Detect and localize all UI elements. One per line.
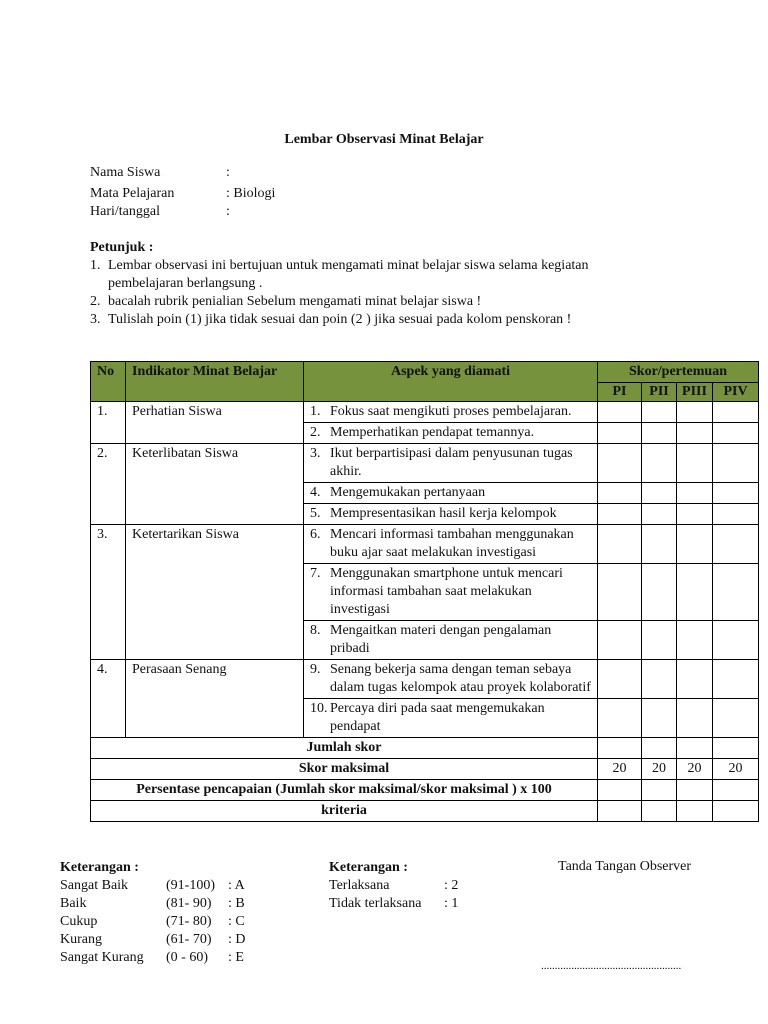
aspek-text: Mengaitkan materi dengan pengalaman pribadi	[330, 623, 552, 656]
score-cell[interactable]	[598, 780, 642, 801]
signature-line[interactable]: ...................................................	[541, 960, 682, 972]
keterangan-2-label: Terlaksana	[329, 878, 390, 893]
header-aspek: Aspek yang diamati	[304, 362, 598, 402]
row-no: 3.	[91, 525, 126, 660]
keterangan-range: (61- 70)	[166, 932, 212, 947]
keterangan-label: Sangat Kurang	[60, 950, 144, 965]
score-cell[interactable]	[713, 423, 759, 444]
score-cell[interactable]	[713, 738, 759, 759]
header-indikator: Indikator Minat Belajar	[126, 362, 304, 402]
aspek-cell	[304, 423, 598, 444]
header-piii: PIII	[677, 383, 713, 402]
skor-maksimal-pii: 20	[642, 759, 677, 780]
aspek-text: Mengemukakan pertanyaan	[330, 485, 486, 500]
score-cell[interactable]	[677, 525, 713, 564]
skor-maksimal-piv: 20	[713, 759, 759, 780]
keterangan-label: Baik	[60, 896, 87, 911]
score-cell[interactable]	[642, 564, 677, 621]
score-cell[interactable]	[677, 504, 713, 525]
aspek-num: 5.	[310, 506, 321, 521]
aspek-cell	[304, 483, 598, 504]
score-cell[interactable]	[677, 444, 713, 483]
row-indikator: Ketertarikan Siswa	[126, 525, 304, 660]
header-no: No	[91, 362, 126, 402]
petunjuk-heading: Petunjuk :	[90, 240, 154, 255]
info-label-nama: Nama Siswa	[90, 165, 161, 180]
petunjuk-text-1b: pembelajaran berlangsung .	[108, 276, 263, 291]
page-title: Lembar Observasi Minat Belajar	[284, 132, 484, 147]
aspek-text: Ikut berpartisipasi dalam penyusunan tugas akhir.	[330, 446, 573, 479]
aspek-cell	[304, 699, 598, 738]
row-indikator: Keterlibatan Siswa	[126, 444, 304, 525]
score-cell[interactable]	[598, 423, 642, 444]
aspek-text: Fokus saat mengikuti proses pembelajaran.	[330, 404, 572, 419]
petunjuk-text-3: Tulislah poin (1) jika tidak sesuai dan poin (2 ) jika sesuai pada kolom penskoran !	[108, 312, 572, 327]
score-cell[interactable]	[642, 444, 677, 483]
keterangan-range: (91-100)	[166, 878, 215, 893]
score-cell[interactable]	[642, 660, 677, 699]
score-cell[interactable]	[677, 801, 713, 822]
keterangan-grade: : A	[228, 878, 245, 893]
persentase-label: Persentase pencapaian (Jumlah skor maksimal/skor maksimal ) x 100	[91, 780, 598, 801]
row-no: 4.	[91, 660, 126, 738]
score-cell[interactable]	[677, 738, 713, 759]
keterangan-range: (71- 80)	[166, 914, 212, 929]
score-cell[interactable]	[713, 483, 759, 504]
score-cell[interactable]	[677, 423, 713, 444]
score-cell[interactable]	[642, 504, 677, 525]
aspek-num: 6.	[310, 527, 321, 542]
header-pi: PI	[598, 383, 642, 402]
score-cell[interactable]	[598, 504, 642, 525]
score-cell[interactable]	[642, 402, 677, 423]
score-cell[interactable]	[598, 525, 642, 564]
aspek-cell	[304, 525, 598, 564]
aspek-cell	[304, 504, 598, 525]
signature-label: Tanda Tangan Observer	[558, 859, 692, 874]
score-cell[interactable]	[642, 483, 677, 504]
score-cell[interactable]	[713, 699, 759, 738]
score-cell[interactable]	[598, 402, 642, 423]
score-cell[interactable]	[713, 660, 759, 699]
petunjuk-text-2: bacalah rubrik penialian Sebelum mengamati minat belajar siswa !	[108, 294, 482, 309]
kriteria-label: kriteria	[91, 801, 598, 822]
table-row	[91, 402, 759, 423]
score-cell[interactable]	[713, 525, 759, 564]
score-cell[interactable]	[713, 801, 759, 822]
keterangan-label: Cukup	[60, 914, 98, 929]
score-cell[interactable]	[642, 525, 677, 564]
score-cell[interactable]	[677, 780, 713, 801]
aspek-num: 10.	[310, 701, 328, 716]
aspek-text: Mempresentasikan hasil kerja kelompok	[330, 506, 557, 521]
header-pii: PII	[642, 383, 677, 402]
aspek-cell	[304, 660, 598, 699]
score-cell[interactable]	[598, 621, 642, 660]
jumlah-skor-label: Jumlah skor	[91, 738, 598, 759]
keterangan-grade: : E	[228, 950, 244, 965]
aspek-num: 3.	[310, 446, 321, 461]
score-cell[interactable]	[598, 483, 642, 504]
aspek-text: Memperhatikan pendapat temannya.	[330, 425, 535, 440]
aspek-num: 8.	[310, 623, 321, 638]
petunjuk-text-1a: Lembar observasi ini bertujuan untuk mengamati minat belajar siswa selama kegiatan	[108, 258, 589, 273]
skor-maksimal-label: Skor maksimal	[91, 759, 598, 780]
score-cell[interactable]	[677, 699, 713, 738]
keterangan-grade: : C	[228, 914, 245, 929]
aspek-text: Percaya diri pada saat mengemukakan pendapat	[330, 701, 545, 734]
keterangan-grade: : D	[228, 932, 246, 947]
score-cell[interactable]	[713, 444, 759, 483]
row-no: 2.	[91, 444, 126, 525]
score-cell[interactable]	[642, 738, 677, 759]
table-row	[91, 444, 759, 483]
skor-maksimal-piii: 20	[677, 759, 713, 780]
keterangan-label: Kurang	[60, 932, 102, 947]
jumlah-skor-row	[91, 738, 759, 759]
keterangan-heading: Keterangan :	[60, 860, 139, 875]
keterangan-2-label: Tidak terlaksana	[329, 896, 422, 911]
row-indikator: Perhatian Siswa	[126, 402, 304, 444]
row-indikator: Perasaan Senang	[126, 660, 304, 738]
aspek-text: Senang bekerja sama dengan teman sebaya dalam tugas kelompok atau proyek kolaboratif	[330, 662, 591, 695]
petunjuk-num-2: 2.	[90, 294, 101, 309]
skor-maksimal-pi: 20	[598, 759, 642, 780]
aspek-cell	[304, 444, 598, 483]
aspek-num: 2.	[310, 425, 321, 440]
score-cell[interactable]	[642, 423, 677, 444]
table-row	[91, 525, 759, 564]
info-value-mapel: : Biologi	[226, 186, 276, 201]
score-cell[interactable]	[598, 444, 642, 483]
score-cell[interactable]	[598, 699, 642, 738]
aspek-num: 7.	[310, 566, 321, 581]
score-cell[interactable]	[713, 621, 759, 660]
score-cell[interactable]	[598, 564, 642, 621]
score-cell[interactable]	[677, 564, 713, 621]
row-no: 1.	[91, 402, 126, 444]
score-cell[interactable]	[598, 660, 642, 699]
info-value-tanggal: :	[226, 204, 230, 219]
score-cell[interactable]	[713, 504, 759, 525]
skor-maksimal-row	[91, 759, 759, 780]
score-cell[interactable]	[642, 780, 677, 801]
keterangan-2-value: : 2	[444, 878, 459, 893]
keterangan-2-value: : 1	[444, 896, 459, 911]
info-label-tanggal: Hari/tanggal	[90, 204, 160, 219]
keterangan-label: Sangat Baik	[60, 878, 129, 893]
score-cell[interactable]	[677, 402, 713, 423]
keterangan-2-heading: Keterangan :	[329, 860, 408, 875]
petunjuk-num-1: 1.	[90, 258, 101, 273]
aspek-cell	[304, 564, 598, 621]
score-cell[interactable]	[642, 699, 677, 738]
score-cell[interactable]	[598, 801, 642, 822]
score-cell[interactable]	[713, 402, 759, 423]
score-cell[interactable]	[713, 780, 759, 801]
aspek-num: 1.	[310, 404, 321, 419]
keterangan-range: (0 - 60)	[166, 950, 208, 965]
aspek-text: Menggunakan smartphone untuk mencari informasi tambahan saat melakukan investigasi	[330, 566, 563, 617]
observation-table	[90, 361, 759, 822]
aspek-cell	[304, 621, 598, 660]
table-row	[91, 660, 759, 699]
aspek-num: 9.	[310, 662, 321, 677]
header-piv: PIV	[713, 383, 759, 402]
aspek-cell	[304, 402, 598, 423]
persentase-row	[91, 780, 759, 801]
score-cell[interactable]	[677, 621, 713, 660]
score-cell[interactable]	[677, 483, 713, 504]
keterangan-range: (81- 90)	[166, 896, 212, 911]
score-cell[interactable]	[642, 621, 677, 660]
kriteria-row	[91, 801, 759, 822]
info-label-mapel: Mata Pelajaran	[90, 186, 175, 201]
score-cell[interactable]	[598, 738, 642, 759]
petunjuk-num-3: 3.	[90, 312, 101, 327]
keterangan-grade: : B	[228, 896, 245, 911]
score-cell[interactable]	[713, 564, 759, 621]
header-skor: Skor/pertemuan	[598, 362, 759, 383]
score-cell[interactable]	[642, 801, 677, 822]
score-cell[interactable]	[677, 660, 713, 699]
aspek-text: Mencari informasi tambahan menggunakan buku ajar saat melakukan investigasi	[330, 527, 574, 560]
aspek-num: 4.	[310, 485, 321, 500]
info-value-nama: :	[226, 165, 230, 180]
